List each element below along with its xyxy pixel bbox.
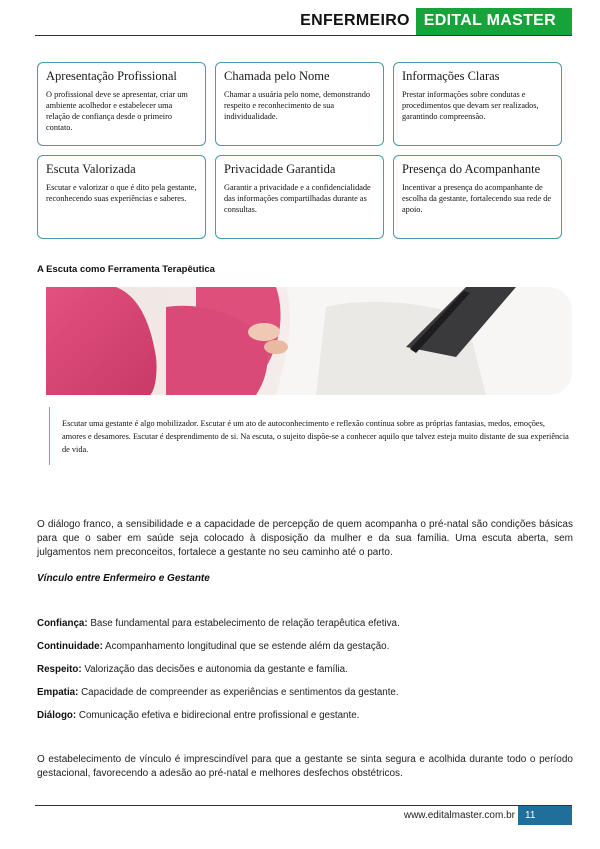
paragraph-bond: O estabelecimento de vínculo é imprescindível para que a gestante se sinta segura e acolhida durante todo o período gestacional, favorecendo a adesão ao pré-natal e melhores desfechos obstétricos. <box>37 754 573 779</box>
card-name-call <box>215 62 384 146</box>
card-presentation <box>37 62 206 146</box>
card-title: Presença do Acompanhante <box>402 162 541 176</box>
definition-item <box>37 664 573 687</box>
page-number: 11 <box>518 806 572 825</box>
section-title-listening: A Escuta como Ferramenta Terapêutica <box>37 264 215 275</box>
card-text: Escutar e valorizar o que é dito pela gestante, reconhecendo suas experiências e saberes. <box>46 183 197 203</box>
definition-term: Continuidade: <box>37 641 103 652</box>
section-title-bond: Vínculo entre Enfermeiro e Gestante <box>37 573 210 584</box>
footer-divider <box>35 805 572 806</box>
card-title: Chamada pelo Nome <box>224 69 330 83</box>
card-companion <box>393 155 562 239</box>
definition-desc: Comunicação efetiva e bidirecional entre profissional e gestante. <box>76 710 360 721</box>
card-clear-info <box>393 62 562 146</box>
definition-term: Respeito: <box>37 664 82 675</box>
quote-block <box>49 407 569 465</box>
principles-cards <box>37 62 563 239</box>
brand-right: EDITAL MASTER <box>416 8 572 35</box>
definition-item <box>37 710 573 733</box>
definition-item <box>37 687 573 710</box>
header-brand <box>300 8 572 35</box>
card-text: Chamar a usuária pelo nome, demonstrando respeito e reconhecimento de sua individualidade. <box>224 90 371 121</box>
photo-illustration <box>46 287 572 395</box>
card-title: Apresentação Profissional <box>46 69 177 83</box>
card-title: Escuta Valorizada <box>46 162 136 176</box>
card-text: O profissional deve se apresentar, criar um ambiente acolhedor e estabelecer uma relação de confiança desde o primeiro contato. <box>46 90 188 132</box>
footer-url[interactable]: www.editalmaster.com.br <box>403 810 515 821</box>
nurse-pregnant-photo <box>46 287 572 395</box>
definition-desc: Capacidade de compreender as experiências e sentimentos da gestante. <box>78 687 399 698</box>
definition-desc: Valorização das decisões e autonomia da gestante e família. <box>81 664 348 675</box>
card-title: Informações Claras <box>402 69 500 83</box>
definition-desc: Acompanhamento longitudinal que se estende além da gestação. <box>102 641 390 652</box>
card-text: Garantir a privacidade e a confidencialidade das informações compartilhadas durante as consultas. <box>224 183 371 214</box>
definition-term: Diálogo: <box>37 710 77 721</box>
brand-left: ENFERMEIRO <box>300 12 410 29</box>
card-listening <box>37 155 206 239</box>
definition-term: Confiança: <box>37 618 88 629</box>
card-privacy <box>215 155 384 239</box>
card-text: Prestar informações sobre condutas e procedimentos que devam ser realizados, garantindo compreensão. <box>402 90 539 121</box>
definition-item <box>37 618 573 641</box>
definition-term: Empatia: <box>37 687 79 698</box>
definition-desc: Base fundamental para estabelecimento de relação terapêutica efetiva. <box>87 618 400 629</box>
card-text: Incentivar a presença do acompanhante de escolha da gestante, fortalecendo sua rede de apoio. <box>402 183 552 214</box>
card-title: Privacidade Garantida <box>224 162 336 176</box>
definition-item <box>37 641 573 664</box>
quote-text: Escutar uma gestante é algo mobilizador. Escutar é um ato de autoconhecimento e reflexão contínua sobre as próprias fantasias, medos, emoções, amores e desamores. Escutar é desprendimento de si. Na escuta, o sujeito dispõe-se a conhecer aquilo que talvez esteja muito distante de sua experiência de vida. <box>62 419 569 454</box>
header-divider <box>35 35 572 36</box>
paragraph-dialogue: O diálogo franco, a sensibilidade e a capacidade de percepção de quem acompanha o pré-natal são condições básicas para que o saber em saúde seja colocado à disposição da mulher e da sua família. Uma escuta aberta, sem julgamentos nem preconceitos, fortalece a gestante no seu caminho até o parto. <box>37 519 573 558</box>
definition-list <box>37 618 573 733</box>
